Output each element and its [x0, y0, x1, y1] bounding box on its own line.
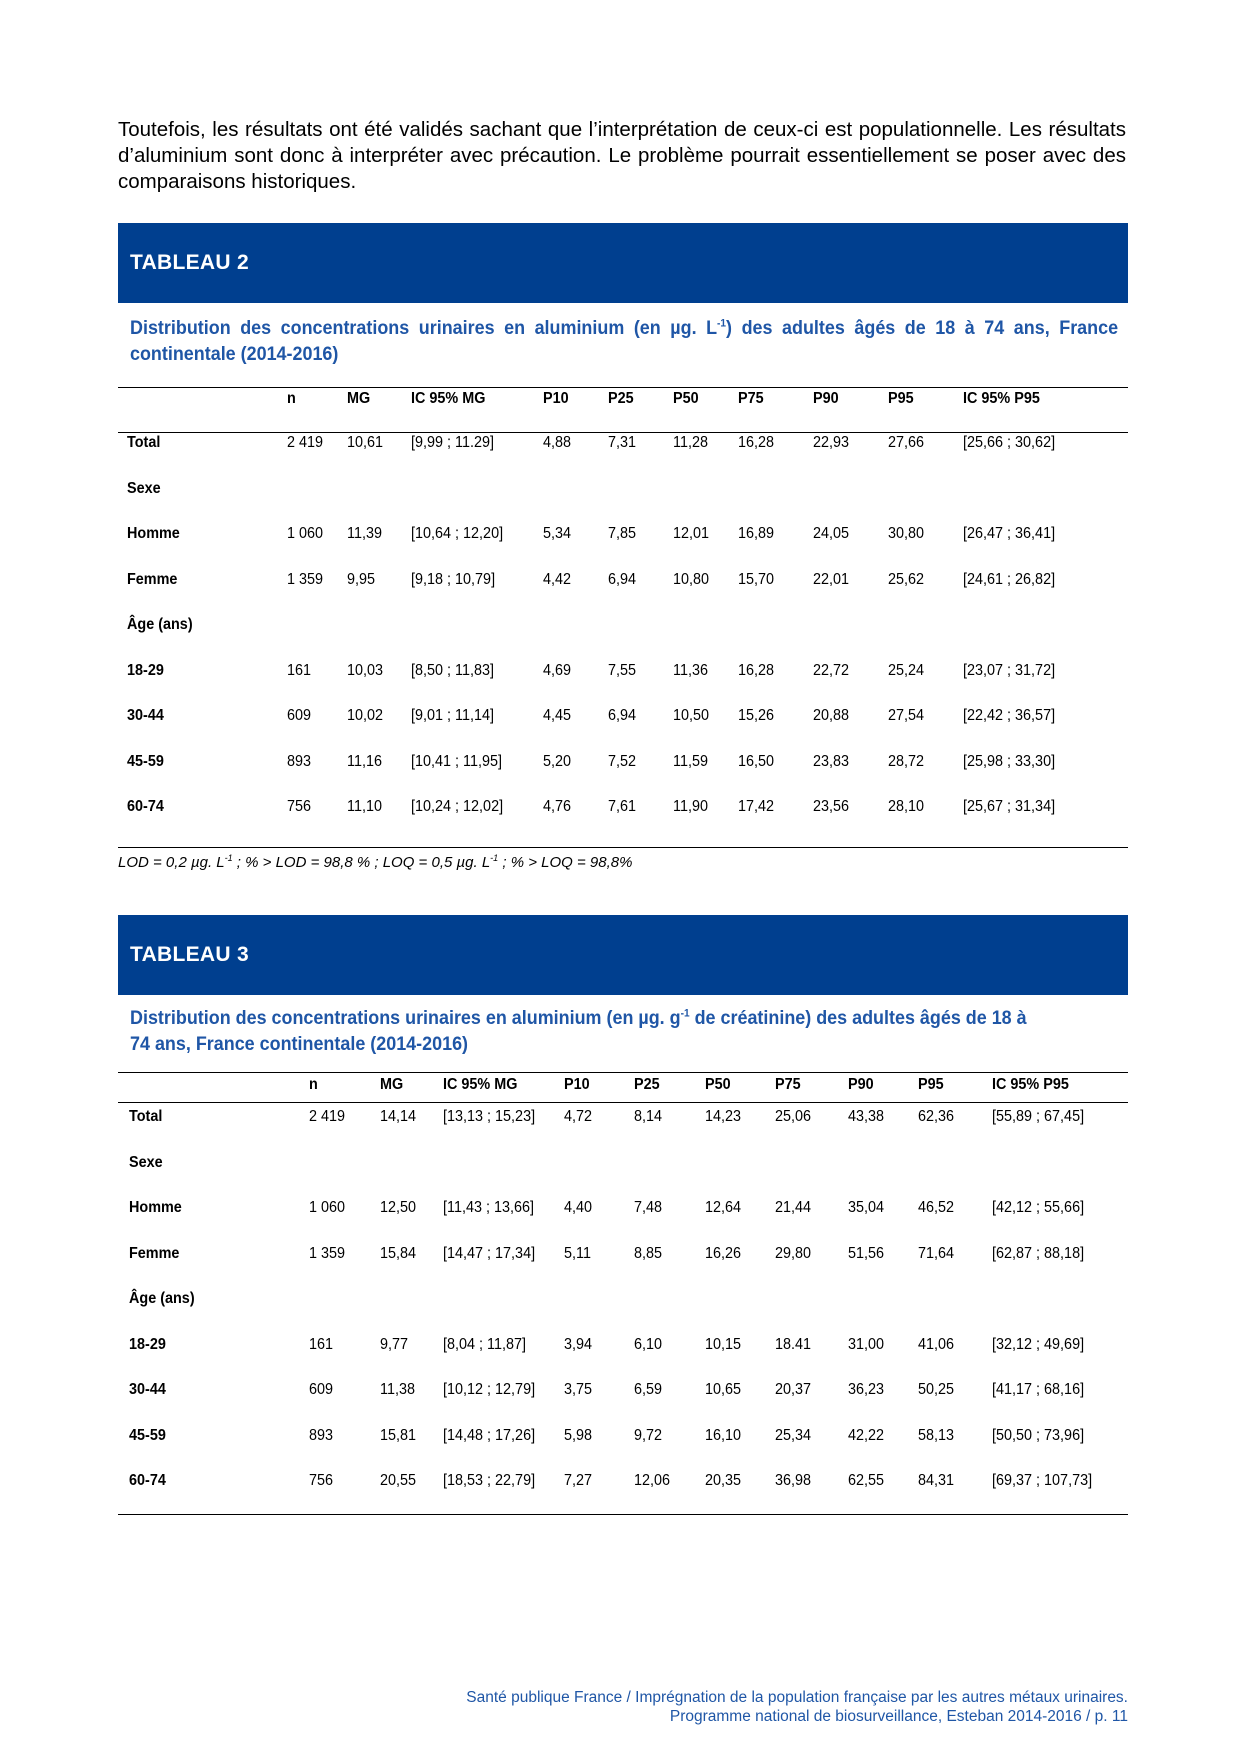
- table-cell: 7,48: [634, 1199, 663, 1216]
- table-cell: 5,34: [543, 525, 572, 542]
- column-header: IC 95% P95: [963, 390, 1040, 407]
- table-cell: [13,13 ; 15,23]: [443, 1108, 536, 1125]
- column-header: n: [287, 390, 296, 407]
- table-cell: 609: [309, 1381, 334, 1398]
- table-cell: 16,89: [738, 525, 775, 542]
- table-cell: 893: [309, 1426, 334, 1444]
- table-cell: 10,65: [705, 1381, 742, 1398]
- footnote-part: ; % > LOD = 98,8 % ; LOQ = 0,5 µg. L: [232, 854, 491, 871]
- table-cell: 12,50: [380, 1199, 417, 1216]
- table-cell: 21,44: [775, 1199, 812, 1216]
- table-cell: 7,61: [608, 798, 637, 815]
- table-cell: 4,45: [543, 707, 572, 724]
- table-cell: 24,05: [813, 525, 850, 542]
- row-label: 60-74: [127, 798, 164, 815]
- table-cell: [8,50 ; 11,83]: [411, 661, 494, 679]
- table-cell: [23,07 ; 31,72]: [963, 661, 1056, 679]
- table-cell: 7,52: [608, 752, 637, 770]
- table-cell: 17,42: [738, 798, 775, 815]
- table-cell: 11,10: [347, 798, 382, 815]
- table-cell: 609: [287, 707, 312, 724]
- table-cell: 6,94: [608, 707, 637, 724]
- column-header: IC 95% MG: [443, 1076, 518, 1093]
- column-header: P25: [608, 390, 634, 407]
- table-cell: [10,64 ; 12,20]: [411, 525, 504, 542]
- table-cell: [10,41 ; 11,95]: [411, 752, 503, 770]
- table-cell: [32,12 ; 49,69]: [992, 1335, 1085, 1353]
- table-cell: 1 060: [287, 525, 324, 542]
- row-label: Âge (ans): [129, 1290, 195, 1307]
- table3-caption-start: Distribution des concentrations urinaires en aluminium (en µg. g: [130, 1007, 681, 1029]
- table-cell: 1 060: [309, 1199, 346, 1216]
- table-cell: 15,26: [738, 707, 775, 724]
- table-cell: [25,66 ; 30,62]: [963, 434, 1056, 451]
- table-cell: 5,11: [564, 1244, 591, 1262]
- table-cell: [55,89 ; 67,45]: [992, 1108, 1085, 1125]
- table-cell: 10,15: [705, 1335, 742, 1353]
- row-label: Total: [129, 1108, 163, 1125]
- table-cell: 29,80: [775, 1244, 812, 1262]
- table-cell: 15,81: [380, 1426, 417, 1444]
- table-cell: 6,94: [608, 570, 637, 588]
- table-cell: 16,26: [705, 1244, 742, 1262]
- table-cell: [22,42 ; 36,57]: [963, 707, 1056, 724]
- table-rule: [118, 847, 1128, 848]
- table-cell: 18.41: [775, 1335, 812, 1353]
- table-cell: 42,22: [848, 1426, 885, 1444]
- table3-caption-exponent: -1: [680, 1007, 690, 1020]
- table-cell: 12,06: [634, 1472, 671, 1489]
- table-cell: [8,04 ; 11,87]: [443, 1335, 526, 1353]
- table-cell: 25,24: [888, 661, 925, 679]
- table-rule: [118, 432, 1128, 433]
- table-cell: 2 419: [287, 434, 324, 451]
- table-cell: 6,10: [634, 1335, 663, 1353]
- table-cell: 71,64: [918, 1244, 955, 1262]
- table-cell: 31,00: [848, 1335, 885, 1353]
- table-cell: [25,67 ; 31,34]: [963, 798, 1056, 815]
- table-cell: 7,85: [608, 525, 637, 542]
- table-cell: [9,01 ; 11,14]: [411, 707, 494, 724]
- table-cell: 10,61: [347, 434, 384, 451]
- column-header: P10: [564, 1076, 590, 1093]
- table-cell: 16,50: [738, 752, 775, 770]
- table-cell: 25,34: [775, 1426, 812, 1444]
- row-label: Âge (ans): [127, 616, 193, 633]
- table-cell: 7,27: [564, 1472, 593, 1489]
- table-cell: 36,98: [775, 1472, 812, 1489]
- table-cell: 11,16: [347, 752, 382, 770]
- table-cell: [10,12 ; 12,79]: [443, 1381, 536, 1398]
- column-header: n: [309, 1076, 318, 1093]
- table-cell: 84,31: [918, 1472, 955, 1489]
- column-header: P95: [888, 390, 914, 407]
- table-cell: [9,18 ; 10,79]: [411, 570, 496, 588]
- table-cell: [18,53 ; 22,79]: [443, 1472, 536, 1489]
- table-cell: 5,98: [564, 1426, 593, 1444]
- table-cell: 35,04: [848, 1199, 885, 1216]
- table-cell: [50,50 ; 73,96]: [992, 1426, 1085, 1444]
- table-cell: 16,28: [738, 661, 775, 679]
- table-cell: 22,01: [813, 570, 850, 588]
- table-cell: 11,36: [673, 661, 708, 679]
- table-cell: 23,56: [813, 798, 850, 815]
- table-cell: [62,87 ; 88,18]: [992, 1244, 1085, 1262]
- table-cell: 11,39: [347, 525, 382, 542]
- table3-banner: [118, 915, 1128, 995]
- table-cell: 62,55: [848, 1472, 885, 1489]
- table-cell: 10,50: [673, 707, 710, 724]
- column-header: P75: [738, 390, 764, 407]
- table-rule: [118, 1514, 1128, 1515]
- table-rule: [118, 387, 1128, 388]
- table-cell: [26,47 ; 36,41]: [963, 525, 1056, 542]
- table-cell: 8,85: [634, 1244, 663, 1262]
- row-label: Sexe: [127, 479, 161, 497]
- table-cell: 8,14: [634, 1108, 663, 1125]
- table-cell: 6,59: [634, 1381, 663, 1398]
- column-header: P90: [813, 390, 839, 407]
- row-label: Femme: [129, 1244, 180, 1262]
- footer-line-1: Santé publique France / Imprégnation de la population française par les autres métaux urinaires.: [466, 1689, 1128, 1706]
- table-cell: [14,47 ; 17,34]: [443, 1244, 536, 1262]
- table-cell: [10,24 ; 12,02]: [411, 798, 504, 815]
- row-label: 60-74: [129, 1472, 166, 1489]
- table-cell: 4,88: [543, 434, 572, 451]
- table-cell: 41,06: [918, 1335, 955, 1353]
- column-header: MG: [380, 1076, 404, 1093]
- table-cell: 20,55: [380, 1472, 417, 1489]
- table-cell: 2 419: [309, 1108, 346, 1125]
- table-cell: 3,94: [564, 1335, 593, 1353]
- footnote-part: LOD = 0,2 µg. L: [118, 854, 225, 871]
- row-label: 18-29: [129, 1335, 166, 1353]
- row-label: Homme: [127, 525, 180, 542]
- table-cell: 10,03: [347, 661, 384, 679]
- table-cell: [24,61 ; 26,82]: [963, 570, 1056, 588]
- table-cell: [25,98 ; 33,30]: [963, 752, 1056, 770]
- table2-caption-end: ) des adultes âgés de 18 à 74 ans, France continentale (2014-2016): [130, 317, 1119, 365]
- table-cell: 893: [287, 752, 312, 770]
- table-cell: 4,72: [564, 1108, 593, 1125]
- table-cell: 20,88: [813, 707, 850, 724]
- table-cell: 9,95: [347, 570, 376, 588]
- table-cell: [41,17 ; 68,16]: [992, 1381, 1085, 1398]
- intro-paragraph: Toutefois, les résultats ont été validés sachant que l’interprétation de ceux-ci est populationnelle. Les résultats d’aluminium sont donc à interpréter avec précaution. Le problème pourrait essentiellement se poser avec des comparaisons historiques.: [118, 118, 1126, 193]
- table-cell: 28,10: [888, 798, 925, 815]
- table-cell: 36,23: [848, 1381, 885, 1398]
- footnote-part: ; % > LOQ = 98,8%: [498, 854, 633, 871]
- row-label: 30-44: [127, 707, 164, 724]
- table-cell: 25,62: [888, 570, 925, 588]
- column-header: P50: [673, 390, 699, 407]
- row-label: 45-59: [127, 752, 164, 770]
- table-cell: 11,28: [673, 434, 708, 451]
- table-cell: 1 359: [287, 570, 324, 588]
- table3-banner-title: TABLEAU 3: [130, 943, 249, 966]
- table3-caption: [130, 1005, 1039, 1057]
- table-cell: 22,93: [813, 434, 850, 451]
- row-label: 18-29: [127, 661, 164, 679]
- table-cell: 9,72: [634, 1426, 663, 1444]
- table-cell: 28,72: [888, 752, 925, 770]
- table-cell: 50,25: [918, 1381, 955, 1398]
- table-cell: 756: [287, 798, 312, 815]
- table-cell: 10,80: [673, 570, 710, 588]
- table-cell: 756: [309, 1472, 334, 1489]
- table-cell: [9,99 ; 11.29]: [411, 434, 494, 451]
- table2-banner: [118, 223, 1128, 303]
- table-cell: 30,80: [888, 525, 925, 542]
- row-label: 30-44: [129, 1381, 166, 1398]
- table-cell: 62,36: [918, 1108, 955, 1125]
- footnote-exponent: -1: [224, 853, 233, 863]
- table-cell: 4,40: [564, 1199, 593, 1216]
- table-cell: 12,01: [673, 525, 710, 542]
- row-label: Total: [127, 434, 161, 451]
- table-cell: 1 359: [309, 1244, 346, 1262]
- table-cell: 4,69: [543, 661, 572, 679]
- table-cell: 11,59: [673, 752, 708, 770]
- row-label: Homme: [129, 1199, 182, 1216]
- table-cell: 5,20: [543, 752, 572, 770]
- table-cell: 3,75: [564, 1381, 593, 1398]
- table-cell: 11,38: [380, 1381, 415, 1398]
- column-header: P75: [775, 1076, 801, 1093]
- table-cell: 161: [309, 1335, 334, 1353]
- table-cell: 161: [287, 661, 312, 679]
- table2-caption: [130, 315, 1118, 367]
- table-cell: 25,06: [775, 1108, 812, 1125]
- table-cell: 51,56: [848, 1244, 885, 1262]
- table2-banner-title: TABLEAU 2: [130, 251, 249, 274]
- table-cell: 15,70: [738, 570, 775, 588]
- column-header: P95: [918, 1076, 944, 1093]
- table-cell: [14,48 ; 17,26]: [443, 1426, 536, 1444]
- column-header: MG: [347, 390, 371, 407]
- table-cell: 43,38: [848, 1108, 885, 1125]
- table-cell: 16,28: [738, 434, 775, 451]
- table-cell: 58,13: [918, 1426, 955, 1444]
- table2-caption-start: Distribution des concentrations urinaires en aluminium (en µg. L: [130, 317, 718, 339]
- table-cell: [11,43 ; 13,66]: [443, 1199, 535, 1216]
- table-cell: 9,77: [380, 1335, 409, 1353]
- table-cell: 7,55: [608, 661, 637, 679]
- table-rule: [118, 1072, 1128, 1073]
- table-cell: [69,37 ; 107,73]: [992, 1472, 1093, 1489]
- table-cell: 15,84: [380, 1244, 417, 1262]
- column-header: P25: [634, 1076, 660, 1093]
- footnote-exponent: -1: [490, 853, 499, 863]
- row-label: Sexe: [129, 1153, 163, 1171]
- table-cell: 23,83: [813, 752, 850, 770]
- column-header: P90: [848, 1076, 874, 1093]
- page-footer: [466, 1688, 1128, 1726]
- table-cell: 27,66: [888, 434, 925, 451]
- table-cell: 20,35: [705, 1472, 742, 1489]
- footer-line-2: Programme national de biosurveillance, Esteban 2014-2016 / p. 11: [669, 1708, 1128, 1725]
- table3-caption-end: de créatinine) des adultes âgés de 18 à 74 ans, France continentale (2014-2016): [130, 1007, 1027, 1055]
- column-header: P50: [705, 1076, 731, 1093]
- table2-footnote: [118, 853, 632, 871]
- table-cell: 46,52: [918, 1199, 955, 1216]
- table-cell: 22,72: [813, 661, 850, 679]
- table-cell: 27,54: [888, 707, 925, 724]
- table-cell: 4,76: [543, 798, 572, 815]
- row-label: 45-59: [129, 1426, 166, 1444]
- table-cell: 4,42: [543, 570, 572, 588]
- table-cell: 12,64: [705, 1199, 742, 1216]
- table-cell: 10,02: [347, 707, 384, 724]
- table2-caption-exponent: -1: [717, 317, 727, 330]
- table-rule: [118, 1102, 1128, 1103]
- table-cell: 20,37: [775, 1381, 812, 1398]
- table-cell: 16,10: [705, 1426, 742, 1444]
- row-label: Femme: [127, 570, 178, 588]
- table-cell: 11,90: [673, 798, 708, 815]
- table-cell: [42,12 ; 55,66]: [992, 1199, 1085, 1216]
- table-cell: 14,14: [380, 1108, 417, 1125]
- table-cell: 7,31: [608, 434, 637, 451]
- column-header: P10: [543, 390, 569, 407]
- column-header: IC 95% P95: [992, 1076, 1069, 1093]
- column-header: IC 95% MG: [411, 390, 486, 407]
- table-cell: 14,23: [705, 1108, 742, 1125]
